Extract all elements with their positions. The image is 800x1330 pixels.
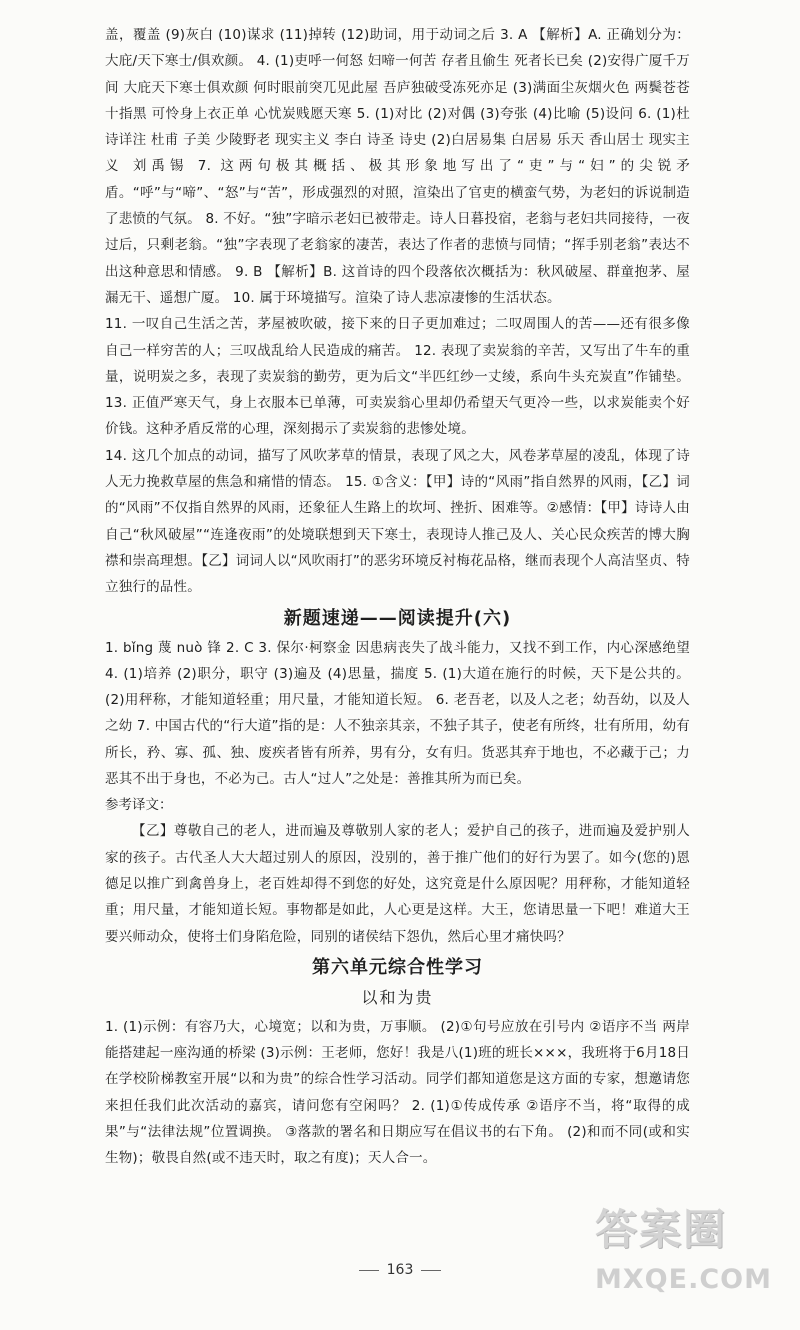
reference-translation-label: 参考译文： <box>105 797 173 814</box>
answer-paragraph-3: 14. 这几个加点的动词，描写了风吹茅草的情景，表现了风之大，风卷茅草屋的凌乱，体现了诗人无力挽救草屋的焦急和痛惜的情态。 15. ①含义：【甲】诗的“风雨”指自然界的风雨，【乙】词的“风雨”不仅指自然界的风雨，还象征人生路上的坎坷、挫折、困难等。②感情：【甲】诗诗人由自己“秋风破屋”“连逢夜雨”的处境联想到天下寒士，表现诗人推己及人、关心民众疾苦的博大胸襟和崇高理想。【乙】词词人以“风吹雨打”的恶劣环境反衬梅花品格，继而表现个人高洁坚贞、特立独行的品性。 <box>105 447 690 596</box>
footer-dash-right <box>421 1270 441 1271</box>
section-title-reading: 新题速递——阅读提升(六) <box>283 607 512 629</box>
unit6-answers: 1. (1)示例：有容乃大，心境宽；以和为贵，万事顺。 (2)①句号应放在引号内 ②语序不当 两岸能搭建起一座沟通的桥梁 (3)示例：王老师，您好！我是八(1)班的班长×××，我班将于6月18日在学校阶梯教室开展“以和为贵”的综合性学习活动。同学们都知道您是这方面的专家，想邀请您来担任我们此次活动的嘉宾，请问您有空闲吗？ 2. (1)①传成传承 ②语序不当，将“取得的成果”与“法律法规”位置调换。 ③落款的署名和日期应写在倡议书的右下角。 (2)和而不同(或和实生物)；敬畏自然(或不违天时，取之有度)；天人合一。 <box>105 1018 690 1167</box>
section-subtitle: 以和为贵 <box>361 987 434 1007</box>
watermark-logo: 答案圈 <box>595 1205 728 1254</box>
reference-translation: 【乙】尊敬自己的老人，进而遍及尊敬别人家的老人；爱护自己的孩子，进而遍及爱护别人家的孩子。古代圣人大大超过别人的原因，没别的，善于推广他们的好行为罢了。如今(您的)恩德足以推广到禽兽身上，老百姓却得不到您的好处，这究竟是什么原因呢？用秤称，才能知道轻重；用尺量，才能知道长短。事物都是如此，人心更是这样。大王，您请思量一下吧！难道大王要兴师动众，使将士们身陷危险，同别的诸侯结下怨仇，然后心里才痛快吗？ <box>105 823 690 945</box>
footer-dash-left <box>359 1270 379 1271</box>
answer-paragraph-2: 11. 一叹自己生活之苦，茅屋被吹破，接下来的日子更加难过；二叹周围人的苦——还有很多像自己一样穷苦的人；三叹战乱给人民造成的痛苦。 12. 表现了卖炭翁的辛苦，又写出了牛车的重量，说明炭之多，表现了卖炭翁的勤劳，更为后文“半匹红纱一丈绫，系向牛头充炭直”作铺垫。 13. 正值严寒天气，身上衣服本已单薄，可卖炭翁心里却仍希望天气更冷一些，以求炭能卖个好价钱。这种矛盾反常的心理，深刻揭示了卖炭翁的悲惨处境。 <box>105 316 690 438</box>
watermark-url: MXQE.COM <box>595 1264 772 1295</box>
answer-page <box>105 22 690 1172</box>
section-title-unit6: 第六单元综合性学习 <box>312 956 483 978</box>
watermark <box>595 1200 795 1325</box>
answer-paragraph-1: 盖，覆盖 (9)灰白 (10)谋求 (11)掉转 (12)助词，用于动词之后 3. A 【解析】A. 正确划分为：大庇/天下寒士/俱欢颜。 4. (1)吏呼一何怒 妇啼一何苦 存者且偷生 死者长已矣 (2)安得广厦千万间 大庇天下寒士俱欢颜 何时眼前突兀见此屋 吾庐独破受冻死亦足 (3)满面尘灰烟火色 两鬓苍苍十指黑 可怜身上衣正单 心忧炭贱愿天寒 5. (1)对比 (2)对偶 (3)夸张 (4)比喻 (5)设问 6. (1)杜诗详注 杜甫 子美 少陵野老 现实主义 李白 诗圣 诗史 (2)白居易集 白居易 乐天 香山居士 现实主义 刘禹锡 7. 这两句极其概括、极其形象地写出了“吏”与“妇”的尖锐矛盾。“呼”与“啼”、“怒”与“苦”，形成强烈的对照，渲染出了官吏的横蛮气势，为老妇的诉说制造了悲愤的气氛。 8. 不好。“独”字暗示老妇已被带走。诗人日暮投宿，老翁与老妇共同接待，一夜过后，只剩老翁。“独”字表现了老翁家的凄苦，表达了作者的悲愤与同情；“挥手别老翁”表达不出这种意思和情感。 9. B 【解析】B. 这首诗的四个段落依次概括为：秋风破屋、群童抱茅、屋漏无干、遥想广厦。 10. 属于环境描写。渲染了诗人悲凉凄惨的生活状态。 <box>105 27 690 306</box>
page-number: 163 <box>386 1262 414 1278</box>
reading-answers: 1. bǐng 蔑 nuò 锋 2. C 3. 保尔·柯察金 因患病丧失了战斗能力，又找不到工作，内心深感绝望 4. (1)培养 (2)职分，职守 (3)遍及 (4)思量，揣度 5. (1)大道在施行的时候，天下是公共的。 (2)用秤称，才能知道轻重；用尺量，才能知道长短。 6. 老吾老，以及人之老；幼吾幼，以及人之幼 7. 中国古代的“行大道”指的是：人不独亲其亲，不独子其子，使老有所终，壮有所用，幼有所长，矜、寡、孤、独、废疾者皆有所养，男有分，女有归。货恶其弃于地也，不必藏于己；力恶其不出于身也，不必为己。古人“过人”之处是：善推其所为而已矣。 <box>105 639 690 788</box>
